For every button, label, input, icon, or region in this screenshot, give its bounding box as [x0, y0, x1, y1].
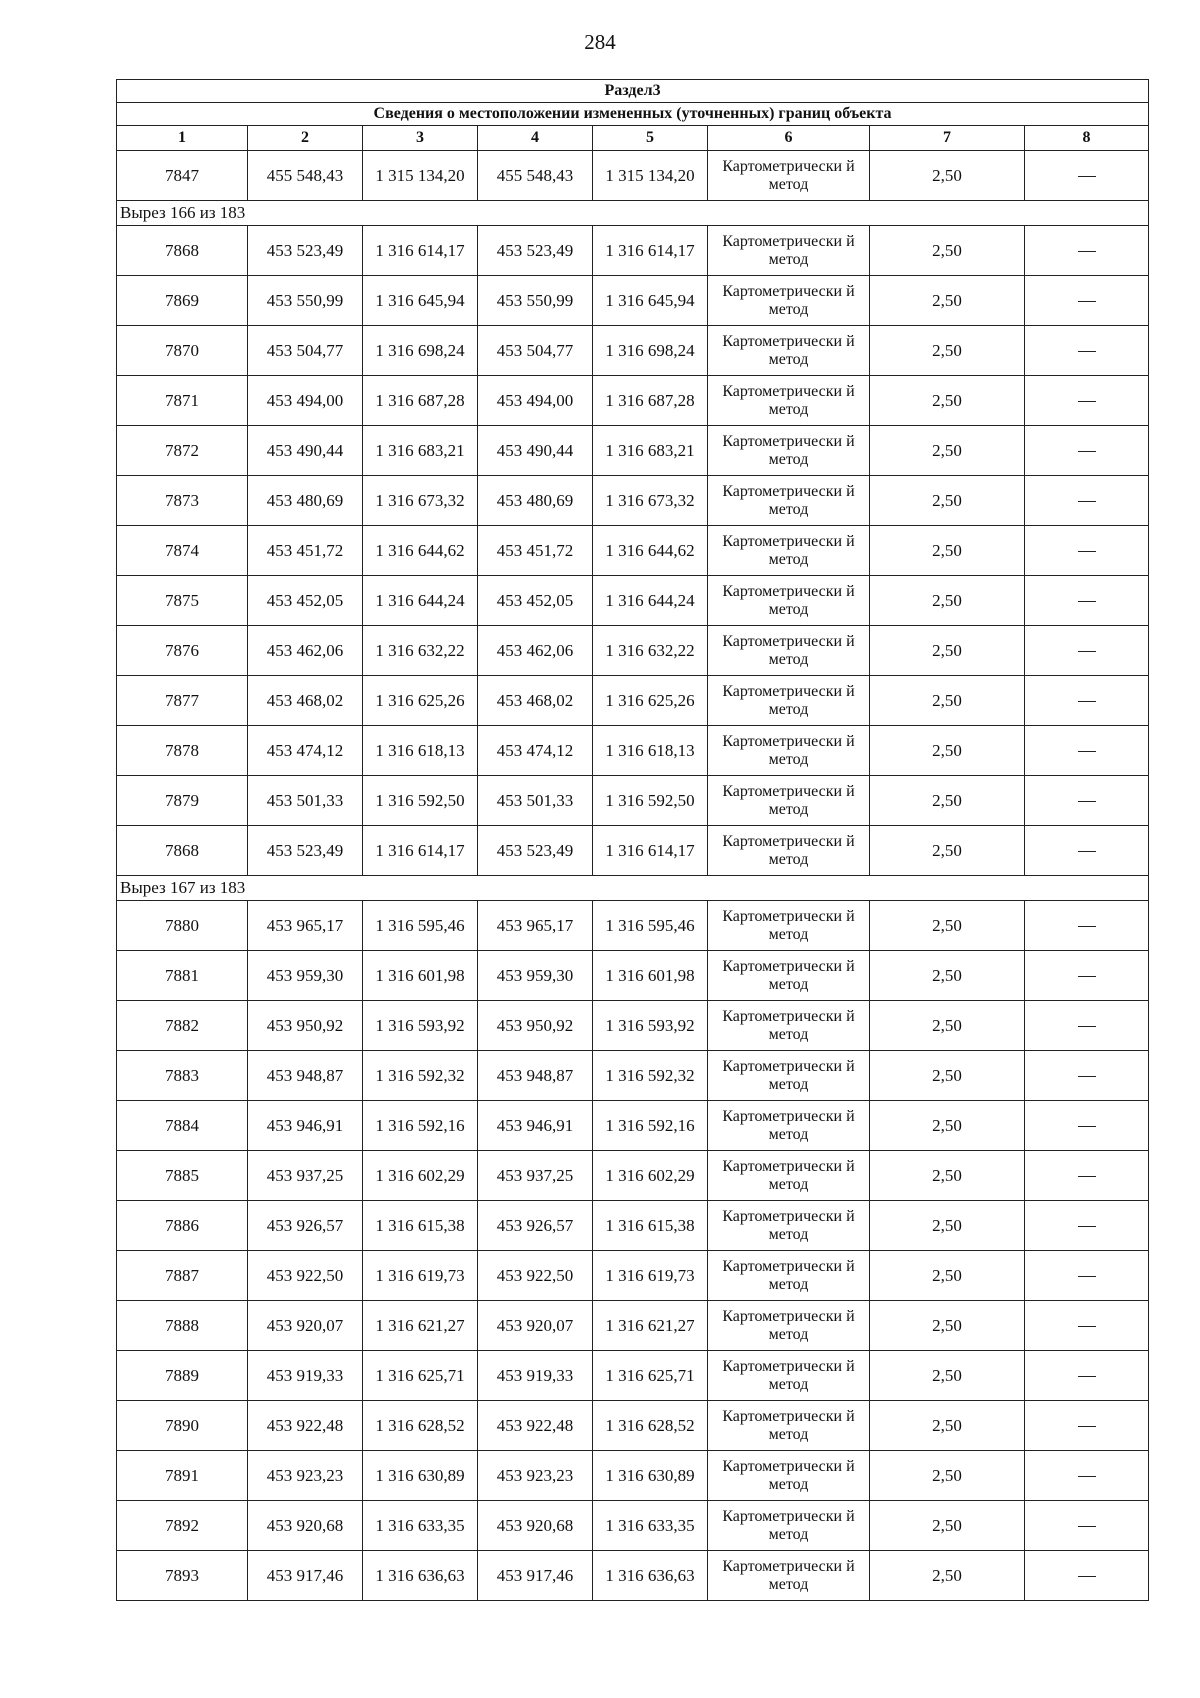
x-old-cell: 453 480,69 — [248, 476, 363, 526]
y-new-cell: 1 316 593,92 — [593, 1001, 708, 1051]
description-cell — [1025, 526, 1149, 576]
point-number-cell: 7871 — [117, 376, 248, 426]
y-old-cell: 1 316 593,92 — [363, 1001, 478, 1051]
dash-mark — [1078, 301, 1096, 302]
description-cell — [1025, 776, 1149, 826]
description-cell — [1025, 826, 1149, 876]
x-old-cell: 453 468,02 — [248, 676, 363, 726]
y-new-cell: 1 316 698,24 — [593, 326, 708, 376]
description-cell — [1025, 726, 1149, 776]
x-new-cell: 453 523,49 — [478, 226, 593, 276]
y-old-cell: 1 316 614,17 — [363, 826, 478, 876]
x-old-cell: 453 926,57 — [248, 1201, 363, 1251]
y-new-cell: 1 316 614,17 — [593, 826, 708, 876]
table-title: Сведения о местоположении измененных (уточненных) границ объекта — [117, 103, 1149, 126]
accuracy-cell: 2,50 — [870, 901, 1025, 951]
x-old-cell: 453 917,46 — [248, 1551, 363, 1601]
point-number-cell: 7887 — [117, 1251, 248, 1301]
method-cell: Картометрически й метод — [708, 1251, 870, 1301]
x-old-cell: 453 965,17 — [248, 901, 363, 951]
description-cell — [1025, 376, 1149, 426]
column-header: 1 — [117, 126, 248, 151]
description-cell — [1025, 326, 1149, 376]
method-cell: Картометрически й метод — [708, 1401, 870, 1451]
x-new-cell: 453 919,33 — [478, 1351, 593, 1401]
method-cell: Картометрически й метод — [708, 1001, 870, 1051]
dash-mark — [1078, 551, 1096, 552]
method-cell: Картометрически й метод — [708, 1451, 870, 1501]
method-cell: Картометрически й метод — [708, 1301, 870, 1351]
point-number-cell: 7885 — [117, 1151, 248, 1201]
y-new-cell: 1 316 632,22 — [593, 626, 708, 676]
point-number-cell: 7880 — [117, 901, 248, 951]
accuracy-cell: 2,50 — [870, 226, 1025, 276]
description-cell — [1025, 1001, 1149, 1051]
x-new-cell: 453 948,87 — [478, 1051, 593, 1101]
description-cell — [1025, 1451, 1149, 1501]
y-new-cell: 1 316 592,32 — [593, 1051, 708, 1101]
y-new-cell: 1 316 618,13 — [593, 726, 708, 776]
x-new-cell: 453 451,72 — [478, 526, 593, 576]
accuracy-cell: 2,50 — [870, 1051, 1025, 1101]
page-number: 284 — [584, 30, 616, 54]
table-row — [117, 226, 1149, 276]
y-old-cell: 1 316 645,94 — [363, 276, 478, 326]
point-number-cell: 7878 — [117, 726, 248, 776]
accuracy-cell: 2,50 — [870, 1301, 1025, 1351]
y-old-cell: 1 316 602,29 — [363, 1151, 478, 1201]
point-number-cell: 7890 — [117, 1401, 248, 1451]
y-old-cell: 1 316 619,73 — [363, 1251, 478, 1301]
y-new-cell: 1 316 602,29 — [593, 1151, 708, 1201]
point-number-cell: 7884 — [117, 1101, 248, 1151]
table-row — [117, 326, 1149, 376]
x-old-cell: 453 462,06 — [248, 626, 363, 676]
y-old-cell: 1 315 134,20 — [363, 151, 478, 201]
y-old-cell: 1 316 628,52 — [363, 1401, 478, 1451]
section-label: Раздел3 — [117, 80, 1149, 103]
x-new-cell: 453 922,48 — [478, 1401, 593, 1451]
y-new-cell: 1 316 628,52 — [593, 1401, 708, 1451]
y-new-cell: 1 316 592,16 — [593, 1101, 708, 1151]
table-body — [117, 151, 1149, 1601]
table-row — [117, 1451, 1149, 1501]
x-new-cell: 453 959,30 — [478, 951, 593, 1001]
x-new-cell: 453 950,92 — [478, 1001, 593, 1051]
y-new-cell: 1 316 633,35 — [593, 1501, 708, 1551]
y-old-cell: 1 316 625,26 — [363, 676, 478, 726]
y-new-cell: 1 316 625,71 — [593, 1351, 708, 1401]
x-old-cell: 453 922,48 — [248, 1401, 363, 1451]
y-old-cell: 1 316 592,16 — [363, 1101, 478, 1151]
point-number-cell: 7875 — [117, 576, 248, 626]
x-new-cell: 453 490,44 — [478, 426, 593, 476]
dash-mark — [1078, 801, 1096, 802]
description-cell — [1025, 1351, 1149, 1401]
x-old-cell: 453 937,25 — [248, 1151, 363, 1201]
x-old-cell: 453 504,77 — [248, 326, 363, 376]
cutout-label: Вырез 167 из 183 — [117, 876, 1149, 901]
y-old-cell: 1 316 601,98 — [363, 951, 478, 1001]
method-cell: Картометрически й метод — [708, 676, 870, 726]
dash-mark — [1078, 176, 1096, 177]
x-new-cell: 453 937,25 — [478, 1151, 593, 1201]
point-number-cell: 7893 — [117, 1551, 248, 1601]
method-cell: Картометрически й метод — [708, 276, 870, 326]
x-new-cell: 453 468,02 — [478, 676, 593, 726]
y-old-cell: 1 316 592,32 — [363, 1051, 478, 1101]
dash-mark — [1078, 1026, 1096, 1027]
accuracy-cell: 2,50 — [870, 951, 1025, 1001]
table-row — [117, 901, 1149, 951]
accuracy-cell: 2,50 — [870, 426, 1025, 476]
description-cell — [1025, 476, 1149, 526]
dash-mark — [1078, 851, 1096, 852]
description-cell — [1025, 1151, 1149, 1201]
column-header: 7 — [870, 126, 1025, 151]
x-old-cell: 453 523,49 — [248, 226, 363, 276]
y-new-cell: 1 316 595,46 — [593, 901, 708, 951]
y-old-cell: 1 316 595,46 — [363, 901, 478, 951]
table-row — [117, 1301, 1149, 1351]
table-row — [117, 526, 1149, 576]
method-cell: Картометрически й метод — [708, 1101, 870, 1151]
method-cell: Картометрически й метод — [708, 726, 870, 776]
method-cell: Картометрически й метод — [708, 426, 870, 476]
table-row — [117, 1351, 1149, 1401]
point-number-cell: 7873 — [117, 476, 248, 526]
accuracy-cell: 2,50 — [870, 476, 1025, 526]
section-row — [117, 876, 1149, 901]
description-cell — [1025, 1551, 1149, 1601]
accuracy-cell: 2,50 — [870, 726, 1025, 776]
dash-mark — [1078, 601, 1096, 602]
dash-mark — [1078, 976, 1096, 977]
point-number-cell: 7888 — [117, 1301, 248, 1351]
point-number-cell: 7883 — [117, 1051, 248, 1101]
point-number-cell: 7877 — [117, 676, 248, 726]
column-header: 6 — [708, 126, 870, 151]
accuracy-cell: 2,50 — [870, 1251, 1025, 1301]
table-row — [117, 1201, 1149, 1251]
x-new-cell: 453 920,68 — [478, 1501, 593, 1551]
method-cell: Картометрически й метод — [708, 1201, 870, 1251]
y-old-cell: 1 316 614,17 — [363, 226, 478, 276]
dash-mark — [1078, 251, 1096, 252]
table-row — [117, 276, 1149, 326]
dash-mark — [1078, 751, 1096, 752]
x-old-cell: 453 920,68 — [248, 1501, 363, 1551]
dash-mark — [1078, 651, 1096, 652]
x-new-cell: 453 920,07 — [478, 1301, 593, 1351]
x-old-cell: 453 451,72 — [248, 526, 363, 576]
y-old-cell: 1 316 636,63 — [363, 1551, 478, 1601]
table-row — [117, 1051, 1149, 1101]
accuracy-cell: 2,50 — [870, 276, 1025, 326]
y-new-cell: 1 316 645,94 — [593, 276, 708, 326]
y-new-cell: 1 316 644,62 — [593, 526, 708, 576]
method-cell: Картометрически й метод — [708, 776, 870, 826]
point-number-cell: 7889 — [117, 1351, 248, 1401]
x-old-cell: 453 950,92 — [248, 1001, 363, 1051]
y-old-cell: 1 316 621,27 — [363, 1301, 478, 1351]
y-new-cell: 1 315 134,20 — [593, 151, 708, 201]
accuracy-cell: 2,50 — [870, 1551, 1025, 1601]
y-new-cell: 1 316 592,50 — [593, 776, 708, 826]
column-header: 8 — [1025, 126, 1149, 151]
boundary-coordinates-table — [116, 79, 1149, 1601]
description-cell — [1025, 1201, 1149, 1251]
table-row — [117, 626, 1149, 676]
y-old-cell: 1 316 687,28 — [363, 376, 478, 426]
accuracy-cell: 2,50 — [870, 1201, 1025, 1251]
dash-mark — [1078, 401, 1096, 402]
y-old-cell: 1 316 632,22 — [363, 626, 478, 676]
column-header: 2 — [248, 126, 363, 151]
x-old-cell: 453 948,87 — [248, 1051, 363, 1101]
point-number-cell: 7886 — [117, 1201, 248, 1251]
description-cell — [1025, 676, 1149, 726]
method-cell: Картометрически й метод — [708, 226, 870, 276]
point-number-cell: 7868 — [117, 826, 248, 876]
x-new-cell: 453 501,33 — [478, 776, 593, 826]
accuracy-cell: 2,50 — [870, 576, 1025, 626]
y-new-cell: 1 316 619,73 — [593, 1251, 708, 1301]
method-cell: Картометрически й метод — [708, 1501, 870, 1551]
y-old-cell: 1 316 683,21 — [363, 426, 478, 476]
x-old-cell: 453 501,33 — [248, 776, 363, 826]
table-row — [117, 426, 1149, 476]
y-new-cell: 1 316 683,21 — [593, 426, 708, 476]
table-row — [117, 376, 1149, 426]
y-old-cell: 1 316 644,62 — [363, 526, 478, 576]
x-new-cell: 453 923,23 — [478, 1451, 593, 1501]
dash-mark — [1078, 701, 1096, 702]
description-cell — [1025, 901, 1149, 951]
x-new-cell: 453 946,91 — [478, 1101, 593, 1151]
description-cell — [1025, 626, 1149, 676]
accuracy-cell: 2,50 — [870, 1401, 1025, 1451]
x-old-cell: 453 550,99 — [248, 276, 363, 326]
dash-mark — [1078, 1126, 1096, 1127]
x-old-cell: 453 923,23 — [248, 1451, 363, 1501]
dash-mark — [1078, 1476, 1096, 1477]
y-new-cell: 1 316 644,24 — [593, 576, 708, 626]
y-new-cell: 1 316 636,63 — [593, 1551, 708, 1601]
x-old-cell: 453 920,07 — [248, 1301, 363, 1351]
point-number-cell: 7879 — [117, 776, 248, 826]
description-cell — [1025, 1251, 1149, 1301]
x-old-cell: 453 946,91 — [248, 1101, 363, 1151]
y-new-cell: 1 316 625,26 — [593, 676, 708, 726]
y-old-cell: 1 316 673,32 — [363, 476, 478, 526]
x-new-cell: 453 480,69 — [478, 476, 593, 526]
description-cell — [1025, 276, 1149, 326]
y-old-cell: 1 316 630,89 — [363, 1451, 478, 1501]
x-new-cell: 453 922,50 — [478, 1251, 593, 1301]
accuracy-cell: 2,50 — [870, 151, 1025, 201]
y-old-cell: 1 316 618,13 — [363, 726, 478, 776]
dash-mark — [1078, 451, 1096, 452]
x-old-cell: 453 494,00 — [248, 376, 363, 426]
table-row — [117, 1551, 1149, 1601]
x-old-cell: 453 922,50 — [248, 1251, 363, 1301]
table-row — [117, 676, 1149, 726]
method-cell: Картометрически й метод — [708, 1051, 870, 1101]
y-old-cell: 1 316 615,38 — [363, 1201, 478, 1251]
point-number-cell: 7870 — [117, 326, 248, 376]
accuracy-cell: 2,50 — [870, 1501, 1025, 1551]
table-row — [117, 1101, 1149, 1151]
method-cell: Картометрически й метод — [708, 526, 870, 576]
dash-mark — [1078, 1276, 1096, 1277]
x-old-cell: 453 490,44 — [248, 426, 363, 476]
y-old-cell: 1 316 592,50 — [363, 776, 478, 826]
table-row — [117, 151, 1149, 201]
y-new-cell: 1 316 614,17 — [593, 226, 708, 276]
point-number-cell: 7868 — [117, 226, 248, 276]
x-new-cell: 453 462,06 — [478, 626, 593, 676]
table-row — [117, 776, 1149, 826]
description-cell — [1025, 1401, 1149, 1451]
y-new-cell: 1 316 621,27 — [593, 1301, 708, 1351]
x-old-cell: 453 919,33 — [248, 1351, 363, 1401]
point-number-cell: 7872 — [117, 426, 248, 476]
section-row — [117, 201, 1149, 226]
y-old-cell: 1 316 644,24 — [363, 576, 478, 626]
dash-mark — [1078, 1076, 1096, 1077]
method-cell: Картометрически й метод — [708, 476, 870, 526]
dash-mark — [1078, 1226, 1096, 1227]
description-cell — [1025, 1501, 1149, 1551]
method-cell: Картометрически й метод — [708, 151, 870, 201]
point-number-cell: 7876 — [117, 626, 248, 676]
description-cell — [1025, 151, 1149, 201]
x-new-cell: 453 917,46 — [478, 1551, 593, 1601]
dash-mark — [1078, 1376, 1096, 1377]
point-number-cell: 7882 — [117, 1001, 248, 1051]
method-cell: Картометрически й метод — [708, 1551, 870, 1601]
column-header: 5 — [593, 126, 708, 151]
x-new-cell: 455 548,43 — [478, 151, 593, 201]
x-new-cell: 453 523,49 — [478, 826, 593, 876]
accuracy-cell: 2,50 — [870, 326, 1025, 376]
table-row — [117, 1251, 1149, 1301]
table-row — [117, 1501, 1149, 1551]
method-cell: Картометрически й метод — [708, 376, 870, 426]
description-cell — [1025, 1051, 1149, 1101]
dash-mark — [1078, 351, 1096, 352]
table-row — [117, 576, 1149, 626]
dash-mark — [1078, 1576, 1096, 1577]
y-old-cell: 1 316 625,71 — [363, 1351, 478, 1401]
dash-mark — [1078, 1326, 1096, 1327]
x-new-cell: 453 926,57 — [478, 1201, 593, 1251]
accuracy-cell: 2,50 — [870, 376, 1025, 426]
description-cell — [1025, 951, 1149, 1001]
description-cell — [1025, 426, 1149, 476]
point-number-cell: 7869 — [117, 276, 248, 326]
method-cell: Картометрически й метод — [708, 326, 870, 376]
dash-mark — [1078, 1526, 1096, 1527]
y-new-cell: 1 316 601,98 — [593, 951, 708, 1001]
point-number-cell: 7891 — [117, 1451, 248, 1501]
point-number-cell: 7892 — [117, 1501, 248, 1551]
x-new-cell: 453 452,05 — [478, 576, 593, 626]
accuracy-cell: 2,50 — [870, 1151, 1025, 1201]
y-new-cell: 1 316 673,32 — [593, 476, 708, 526]
x-new-cell: 453 550,99 — [478, 276, 593, 326]
y-new-cell: 1 316 615,38 — [593, 1201, 708, 1251]
x-new-cell: 453 504,77 — [478, 326, 593, 376]
cutout-label: Вырез 166 из 183 — [117, 201, 1149, 226]
table-row — [117, 826, 1149, 876]
dash-mark — [1078, 1176, 1096, 1177]
x-old-cell: 455 548,43 — [248, 151, 363, 201]
description-cell — [1025, 1101, 1149, 1151]
x-old-cell: 453 523,49 — [248, 826, 363, 876]
x-new-cell: 453 494,00 — [478, 376, 593, 426]
accuracy-cell: 2,50 — [870, 1451, 1025, 1501]
x-old-cell: 453 474,12 — [248, 726, 363, 776]
x-new-cell: 453 474,12 — [478, 726, 593, 776]
accuracy-cell: 2,50 — [870, 626, 1025, 676]
column-header: 3 — [363, 126, 478, 151]
method-cell: Картометрически й метод — [708, 951, 870, 1001]
accuracy-cell: 2,50 — [870, 676, 1025, 726]
method-cell: Картометрически й метод — [708, 1351, 870, 1401]
point-number-cell: 7881 — [117, 951, 248, 1001]
accuracy-cell: 2,50 — [870, 526, 1025, 576]
y-new-cell: 1 316 687,28 — [593, 376, 708, 426]
dash-mark — [1078, 926, 1096, 927]
accuracy-cell: 2,50 — [870, 1001, 1025, 1051]
table-row — [117, 1001, 1149, 1051]
y-old-cell: 1 316 698,24 — [363, 326, 478, 376]
x-new-cell: 453 965,17 — [478, 901, 593, 951]
table-row — [117, 476, 1149, 526]
column-header: 4 — [478, 126, 593, 151]
table-row — [117, 1401, 1149, 1451]
dash-mark — [1078, 501, 1096, 502]
description-cell — [1025, 226, 1149, 276]
table-row — [117, 951, 1149, 1001]
accuracy-cell: 2,50 — [870, 826, 1025, 876]
method-cell: Картометрически й метод — [708, 1151, 870, 1201]
table-row — [117, 726, 1149, 776]
table-row — [117, 1151, 1149, 1201]
y-old-cell: 1 316 633,35 — [363, 1501, 478, 1551]
accuracy-cell: 2,50 — [870, 776, 1025, 826]
method-cell: Картометрически й метод — [708, 626, 870, 676]
x-old-cell: 453 452,05 — [248, 576, 363, 626]
description-cell — [1025, 576, 1149, 626]
description-cell — [1025, 1301, 1149, 1351]
dash-mark — [1078, 1426, 1096, 1427]
y-new-cell: 1 316 630,89 — [593, 1451, 708, 1501]
point-number-cell: 7874 — [117, 526, 248, 576]
x-old-cell: 453 959,30 — [248, 951, 363, 1001]
point-number-cell: 7847 — [117, 151, 248, 201]
method-cell: Картометрически й метод — [708, 576, 870, 626]
method-cell: Картометрически й метод — [708, 901, 870, 951]
accuracy-cell: 2,50 — [870, 1101, 1025, 1151]
accuracy-cell: 2,50 — [870, 1351, 1025, 1401]
method-cell: Картометрически й метод — [708, 826, 870, 876]
column-header-row — [117, 126, 1149, 151]
